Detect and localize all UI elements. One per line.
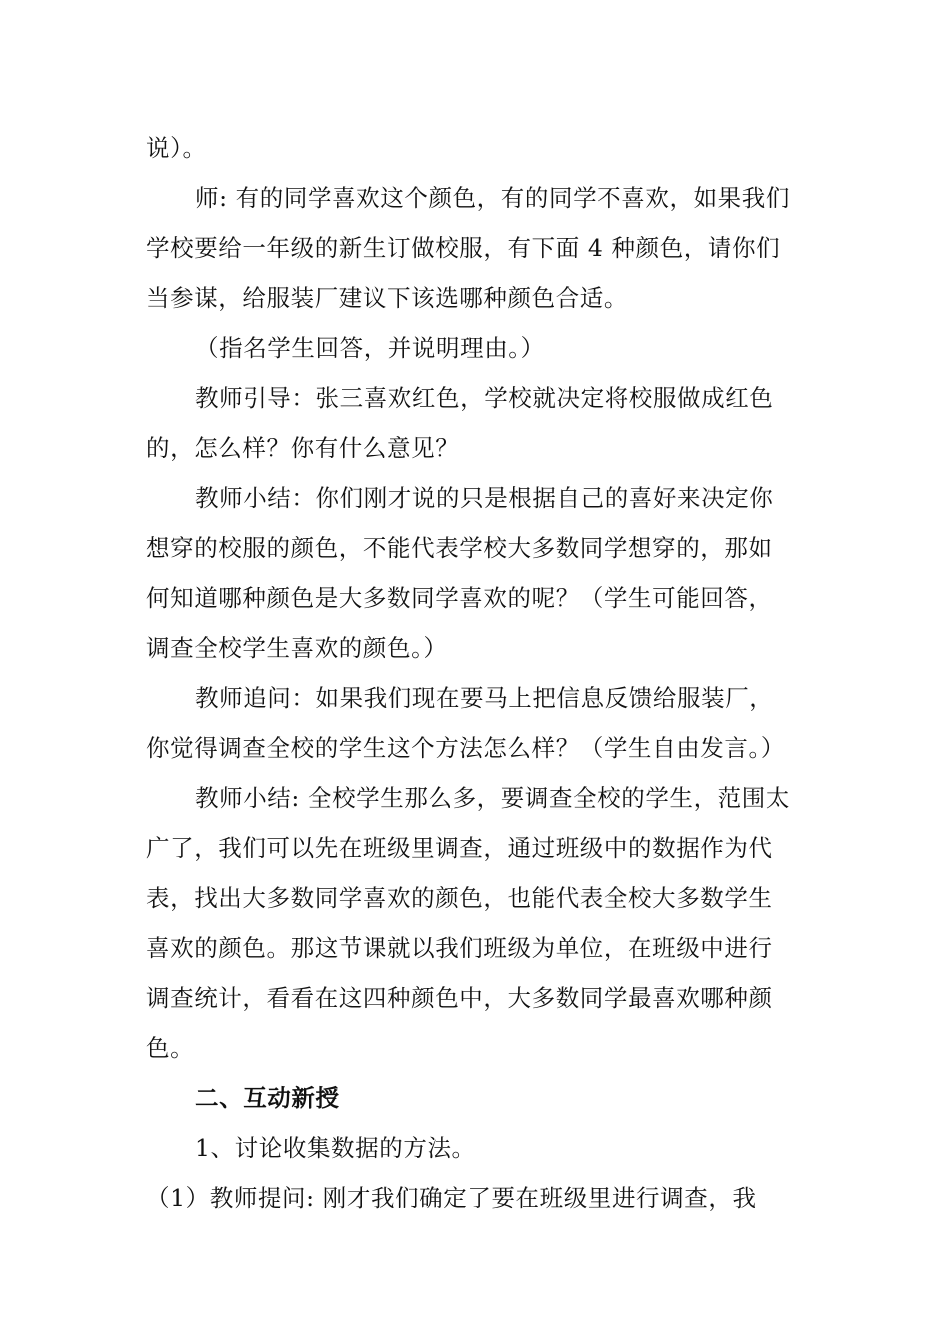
text-line: 你觉得调查全校的学生这个方法怎么样？（学生自由发言。） xyxy=(146,734,785,762)
text-line: 调查统计，看看在这四种颜色中，大多数同学最喜欢哪种颜 xyxy=(146,984,773,1012)
text-line: 当参谋，给服装厂建议下该选哪种颜色合适。 xyxy=(146,284,628,312)
paragraph-first-line: 教师小结：你们刚才说的只是根据自己的喜好来决定你 xyxy=(195,484,774,512)
subsection-heading: 1、讨论收集数据的方法。 xyxy=(195,1134,476,1162)
text-line: 调查全校学生喜欢的颜色。） xyxy=(146,634,448,662)
paragraph-first-line: （指名学生回答，并说明理由。） xyxy=(195,334,545,362)
text-line: 表，找出大多数同学喜欢的颜色，也能代表全校大多数学生 xyxy=(146,884,773,912)
section-heading: 二、互动新授 xyxy=(195,1084,340,1112)
text-line: 学校要给一年级的新生订做校服，有下面 4 种颜色，请你们 xyxy=(146,234,781,262)
text-line: 的，怎么样？你有什么意见？ xyxy=(146,434,460,462)
text-line: （1）教师提问: 刚才我们确定了要在班级里进行调查，我 xyxy=(146,1184,757,1212)
text-line: 说）。 xyxy=(146,134,207,162)
paragraph-first-line: 教师引导：张三喜欢红色，学校就决定将校服做成红色 xyxy=(195,384,774,412)
text-line: 何知道哪种颜色是大多数同学喜欢的呢？（学生可能回答， xyxy=(146,584,773,612)
text-line: 想穿的校服的颜色，不能代表学校大多数同学想穿的，那如 xyxy=(146,534,773,562)
text-line: 色。 xyxy=(146,1034,195,1062)
text-line: 广了，我们可以先在班级里调查，通过班级中的数据作为代 xyxy=(146,834,773,862)
paragraph-first-line: 教师追问：如果我们现在要马上把信息反馈给服装厂， xyxy=(195,684,774,712)
paragraph-first-line: 师: 有的同学喜欢这个颜色，有的同学不喜欢，如果我们 xyxy=(195,184,790,212)
paragraph-first-line: 教师小结: 全校学生那么多，要调查全校的学生，范围太 xyxy=(195,784,790,812)
text-line: 喜欢的颜色。那这节课就以我们班级为单位，在班级中进行 xyxy=(146,934,773,962)
